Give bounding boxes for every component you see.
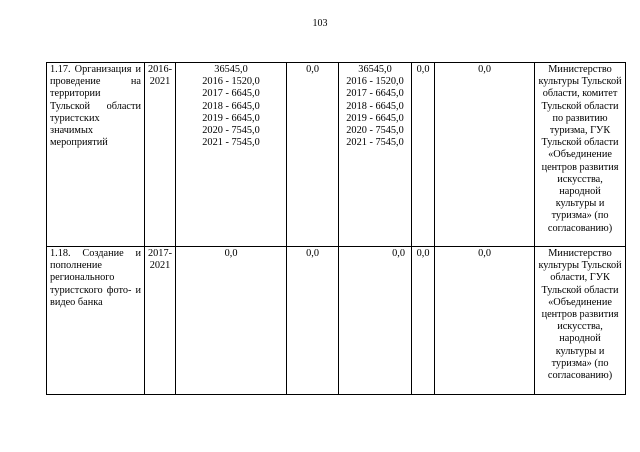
executor-cell: Министерство культуры Тульской области, ГУК Тульской области «Объединение центров развития искусства, народной культуры и туризма» (по согласованию) (535, 247, 626, 395)
period-start: 2017- (148, 248, 173, 259)
period-end: 2021 (149, 76, 171, 88)
funding-line: 2018 - 6645,0 (202, 100, 260, 112)
funding-line: 2016 - 1520,0 (202, 76, 260, 88)
federal-budget-cell: 0,0 (287, 247, 339, 395)
period-cell (145, 247, 176, 395)
event-name-cell: 1.18. Создание и пополнение регионального туристского фото- и видео банка (47, 247, 145, 395)
regional-budget-cell (339, 63, 412, 247)
period-start: 2016- (148, 64, 173, 75)
program-table (46, 62, 626, 395)
funding-line: 2018 - 6645,0 (346, 100, 404, 112)
table-row (47, 63, 626, 247)
funding-line: 36545,0 (358, 64, 392, 75)
total-funding-cell (176, 63, 287, 247)
funding-line: 2017 - 6645,0 (346, 88, 404, 100)
funding-line: 2017 - 6645,0 (202, 88, 260, 100)
total-funding-cell: 0,0 (176, 247, 287, 395)
federal-budget-cell: 0,0 (287, 63, 339, 247)
period-end: 2021 (149, 260, 171, 272)
funding-line: 2020 - 7545,0 (346, 125, 404, 137)
municipal-budget-cell: 0,0 (412, 63, 435, 247)
municipal-budget-cell: 0,0 (412, 247, 435, 395)
funding-line: 36545,0 (214, 64, 248, 75)
page-number: 103 (312, 18, 328, 29)
regional-budget-cell: 0,0 (339, 247, 412, 395)
extrabudget-cell: 0,0 (435, 247, 535, 395)
funding-line: 2021 - 7545,0 (202, 137, 260, 149)
table-row (47, 247, 626, 395)
funding-line: 2019 - 6645,0 (202, 112, 260, 124)
funding-line: 2020 - 7545,0 (202, 125, 260, 137)
extrabudget-cell: 0,0 (435, 63, 535, 247)
funding-line: 2016 - 1520,0 (346, 76, 404, 88)
executor-cell: Министерство культуры Тульской области, комитет Тульской области по развитию туризма, ГУК Тульской области «Объединение центров развития искусства, народной культуры и туризма» (по согласованию) (535, 63, 626, 247)
period-cell (145, 63, 176, 247)
funding-line: 2019 - 6645,0 (346, 112, 404, 124)
funding-line: 2021 - 7545,0 (346, 137, 404, 149)
event-name-cell: 1.17. Организация и проведение на территории Тульской области туристских значимых мероприятий (47, 63, 145, 247)
